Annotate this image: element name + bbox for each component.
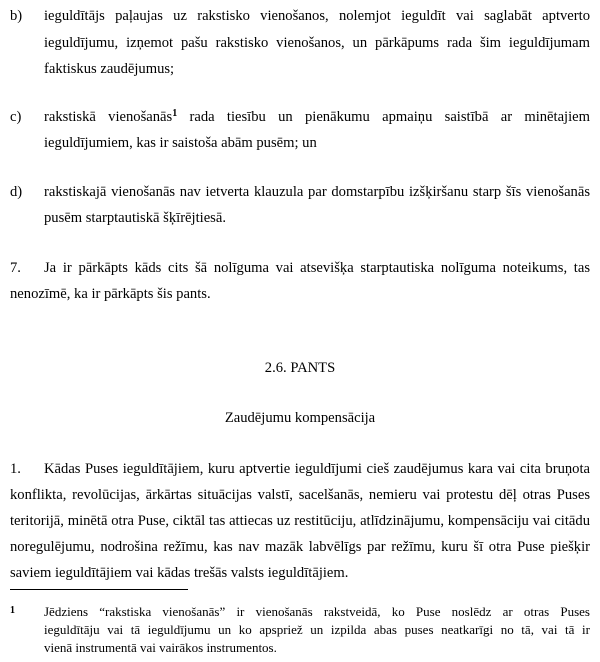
paragraph-1-number: 1. xyxy=(10,461,21,477)
footnote-mark: 1 xyxy=(10,605,15,616)
item-c-text-end: rada tiesību un pienākumu apmaiņu saistībā ar minētajiem xyxy=(177,109,590,125)
paragraph-1-line-1: Kādas Puses ieguldītājiem, kuru aptvertie ieguldījumi cieš zaudējumus kara vai cita bruņota xyxy=(44,461,590,477)
item-b-line-1: ieguldītājs paļaujas uz rakstisko vienošanos, nolemjot ieguldīt vai saglabāt aptverto xyxy=(44,8,590,24)
item-d-line-1: rakstiskajā vienošanās nav ietverta klauzula par domstarpību izšķiršanu starp šīs vienošanās xyxy=(44,184,590,200)
item-b-line-2: ieguldījumu, izņemot pašu rakstisko vienošanos, un pārkāpums rada šim ieguldījumam xyxy=(44,35,590,51)
footnote-line-3: vienā instrumentā vai vairākos instrumentos. xyxy=(44,640,277,655)
paragraph-7-line-2: nenozīmē, ka ir pārkāpts šis pants. xyxy=(10,286,211,302)
item-c-line-1 xyxy=(44,108,590,126)
article-subheading: Zaudējumu kompensācija xyxy=(224,410,376,426)
paragraph-1-line-2: konflikta, revolūcijas, ārkārtas situācijas valstī, sacelšanās, nemieru vai protestu dēļ otras Puses xyxy=(10,487,590,503)
footnote-line-1: Jēdziens “rakstiska vienošanās” ir vienošanās rakstveidā, ko Puse noslēdz ar otras Puses xyxy=(44,604,590,619)
item-d-label: d) xyxy=(10,184,23,200)
item-d-line-2: pusēm starptautiskā šķīrējtiesā. xyxy=(44,210,226,226)
item-c-text-start: rakstiskā vienošanās xyxy=(44,109,173,125)
paragraph-1-line-3: teritorijā, minētā otra Puse, ciktāl tas attiecas uz restitūciju, atlīdzinājumu, kompensāciju vai citādu xyxy=(10,513,590,529)
item-c-label: c) xyxy=(10,109,22,125)
item-b-line-3: faktiskus zaudējumus; xyxy=(44,61,175,77)
footnote-separator xyxy=(10,589,188,590)
article-heading: 2.6. PANTS xyxy=(264,360,336,376)
paragraph-7-number: 7. xyxy=(10,260,21,276)
item-b-label: b) xyxy=(10,8,23,24)
footnote-reference[interactable]: 1 xyxy=(172,108,178,119)
paragraph-1-line-4: noregulējumu, nodrošina režīmu, kas nav mazāk labvēlīgs par režīmu, kuru šī otra Puse piešķir xyxy=(10,539,590,555)
paragraph-1-line-5: saviem ieguldītājiem vai kādas trešās valsts ieguldītājiem. xyxy=(10,565,349,581)
paragraph-7-line-1: Ja ir pārkāpts kāds cits šā nolīguma vai atsevišķa starptautiska nolīguma noteikums, tas xyxy=(44,260,590,276)
item-c-line-2: ieguldījumiem, kas ir saistoša abām pusēm; un xyxy=(44,135,317,151)
footnote-line-2: ieguldītāju vai tā ieguldījumu un ko apspriež un izpilda abas puses neatkarīgi no tā, vai tā ir xyxy=(44,622,590,637)
